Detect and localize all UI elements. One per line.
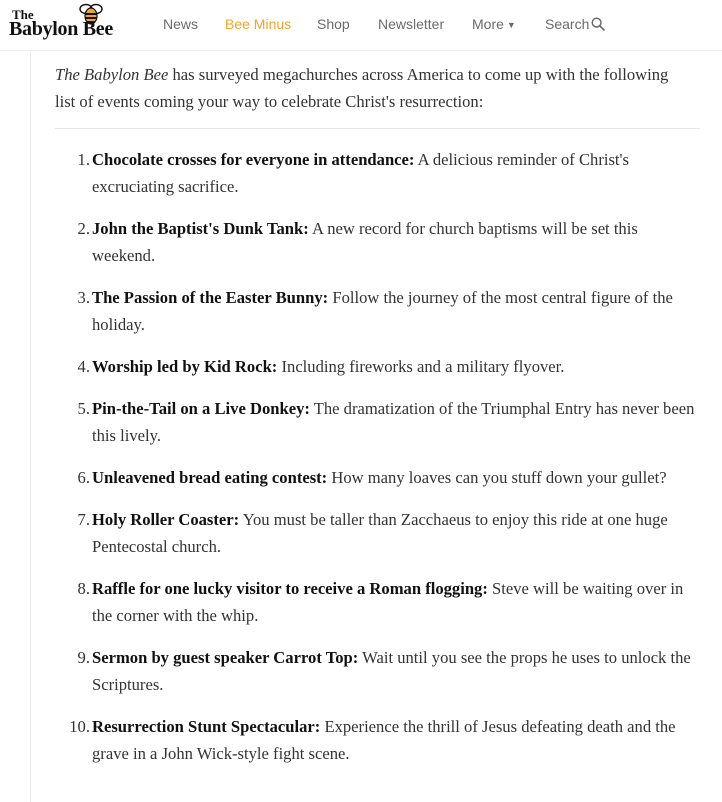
item-description: A new record for church baptisms will be set this weekend. [92,219,638,265]
intro-publication: The Babylon Bee [55,65,169,84]
item-description: You must be taller than Zacchaeus to enjoy this ride at one huge Pentecostal church. [92,510,668,556]
item-title: Holy Roller Coaster: [92,510,240,529]
intro-text: has surveyed megachurches across America to come up with the following list of events coming your way to celebrate Christ's resurrection: [55,65,669,111]
item-description: Follow the journey of the most central figure of the holiday. [92,288,673,334]
item-title: Raffle for one lucky visitor to receive a Roman flogging: [92,579,488,598]
item-title: Chocolate crosses for everyone in attendance: [92,150,415,169]
caret-down-icon: ▼ [506,20,516,30]
item-number: 4. [77,357,90,376]
list-item [55,575,705,629]
site-header [0,0,722,51]
events-list [55,146,705,782]
item-number: 2. [77,219,90,238]
nav-shop[interactable]: Shop [317,16,350,32]
item-description: Including fireworks and a military flyover. [277,357,565,376]
list-item [55,713,705,767]
list-item [55,464,705,491]
item-title: The Passion of the Easter Bunny: [92,288,329,307]
nav-newsletter[interactable]: Newsletter [378,16,445,32]
logo-the: The [12,7,34,22]
nav-news[interactable]: News [163,16,199,32]
list-item [55,644,705,698]
item-title: Worship led by Kid Rock: [92,357,278,376]
item-title: Resurrection Stunt Spectacular: [92,717,321,736]
item-title: John the Baptist's Dunk Tank: [92,219,309,238]
list-item [55,353,705,380]
item-number: 8. [77,579,90,598]
item-description: Wait until you see the props he uses to unlock the Scriptures. [92,648,691,694]
item-title: Unleavened bread eating contest: [92,468,328,487]
list-item [55,506,705,560]
nav-more-label: More [472,16,504,32]
list-item [55,215,705,269]
item-number: 6. [77,468,90,487]
nav-search-label: Search [545,16,590,32]
item-number: 1. [77,150,90,169]
item-number: 10. [69,717,90,736]
item-title: Sermon by guest speaker Carrot Top: [92,648,359,667]
item-number: 3. [77,288,90,307]
item-description: Experience the thrill of Jesus defeating death and the grave in a John Wick-style fight scene. [92,717,676,763]
nav-search[interactable] [545,16,605,32]
nav-more[interactable] [472,16,516,32]
item-number: 9. [77,648,90,667]
article-body [30,51,722,802]
nav-bee-minus[interactable]: Bee Minus [225,16,292,32]
item-description: How many loaves can you stuff down your gullet? [327,468,667,487]
article-intro [55,61,675,115]
list-item [55,284,705,338]
item-description: A delicious reminder of Christ's excruciating sacrifice. [92,150,629,196]
logo-name: Babylon Bee [9,18,113,40]
item-description: The dramatization of the Triumphal Entry has never been this lively. [92,399,695,445]
list-item [55,395,705,449]
site-logo[interactable] [9,3,134,45]
list-item [55,146,705,200]
item-number: 5. [77,399,90,418]
item-title: Pin-the-Tail on a Live Donkey: [92,399,310,418]
search-icon [591,17,605,31]
item-description: Steve will be waiting over in the corner with the whip. [92,579,684,625]
item-number: 7. [77,510,90,529]
divider [55,128,700,129]
